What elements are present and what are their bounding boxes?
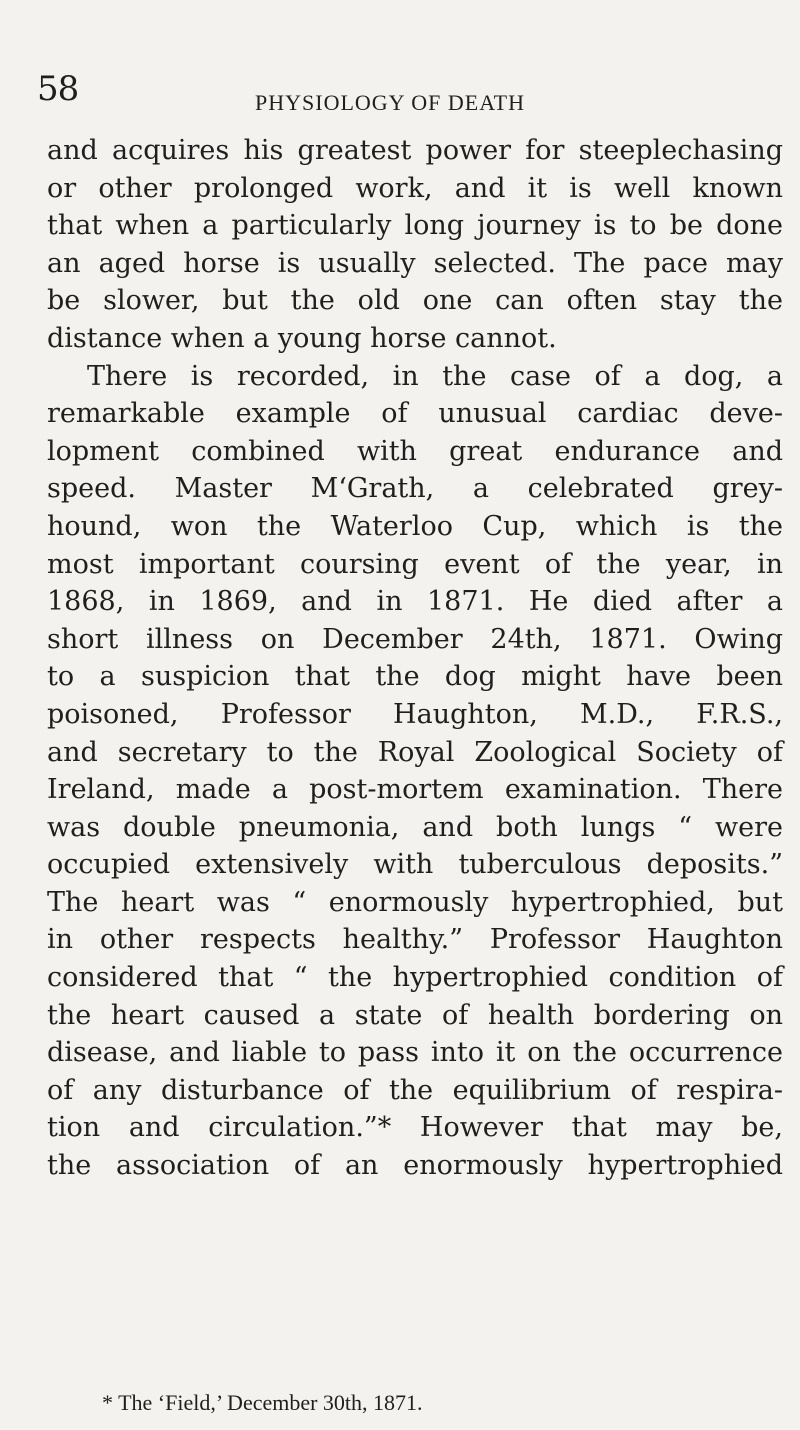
text-line: to a suspicion that the dog might have been xyxy=(47,661,783,693)
text-line: short illness on December 24th, 1871. Owing xyxy=(47,623,783,655)
text-line: of any disturbance of the equilibrium of respira- xyxy=(47,1074,783,1106)
text-line: most important coursing event of the year, in xyxy=(47,548,783,580)
text-line: distance when a young horse cannot. xyxy=(47,322,557,354)
text-line: poisoned, Professor Haughton, M.D., F.R.S., xyxy=(47,698,783,730)
text-line: and secretary to the Royal Zoological Society of xyxy=(47,736,783,768)
text-line: 1868, in 1869, and in 1871. He died after a xyxy=(47,586,783,618)
text-line: remarkable example of unusual cardiac deve- xyxy=(47,398,783,430)
text-line: Ireland, made a post-mortem examination. There xyxy=(47,774,783,806)
text-line: speed. Master M‘Grath, a celebrated grey- xyxy=(47,473,783,505)
text-line: the heart caused a state of health bordering on xyxy=(47,999,783,1031)
page-number: 58 xyxy=(37,69,79,109)
text-line: There is recorded, in the case of a dog, a xyxy=(87,360,783,392)
text-line: the association of an enormously hypertrophied xyxy=(47,1150,783,1182)
footnote: * The ‘Field,’ December 30th, 1871. xyxy=(102,1390,423,1415)
text-line: The heart was “ enormously hypertrophied, but xyxy=(47,886,783,918)
text-line: occupied extensively with tuberculous deposits.” xyxy=(47,849,783,881)
text-line: considered that “ the hypertrophied condition of xyxy=(47,962,783,994)
text-line: hound, won the Waterloo Cup, which is the xyxy=(47,510,783,542)
running-head: PHYSIOLOGY OF DEATH xyxy=(255,90,525,115)
text-line: in other respects healthy.” Professor Haughton xyxy=(47,924,783,956)
text-line: tion and circulation.”* However that may be, xyxy=(47,1112,783,1144)
text-line: be slower, but the old one can often stay the xyxy=(47,285,783,317)
text-line: that when a particularly long journey is to be done xyxy=(47,210,783,242)
text-line: an aged horse is usually selected. The pace may xyxy=(47,247,783,279)
text-line: lopment combined with great endurance and xyxy=(47,435,783,467)
text-line: was double pneumonia, and both lungs “ were xyxy=(47,811,783,843)
text-line: and acquires his greatest power for steeplechasing xyxy=(47,135,783,166)
body-text xyxy=(47,132,783,1185)
text-line: disease, and liable to pass into it on the occurrence xyxy=(47,1037,783,1069)
text-line: or other prolonged work, and it is well known xyxy=(47,172,783,204)
